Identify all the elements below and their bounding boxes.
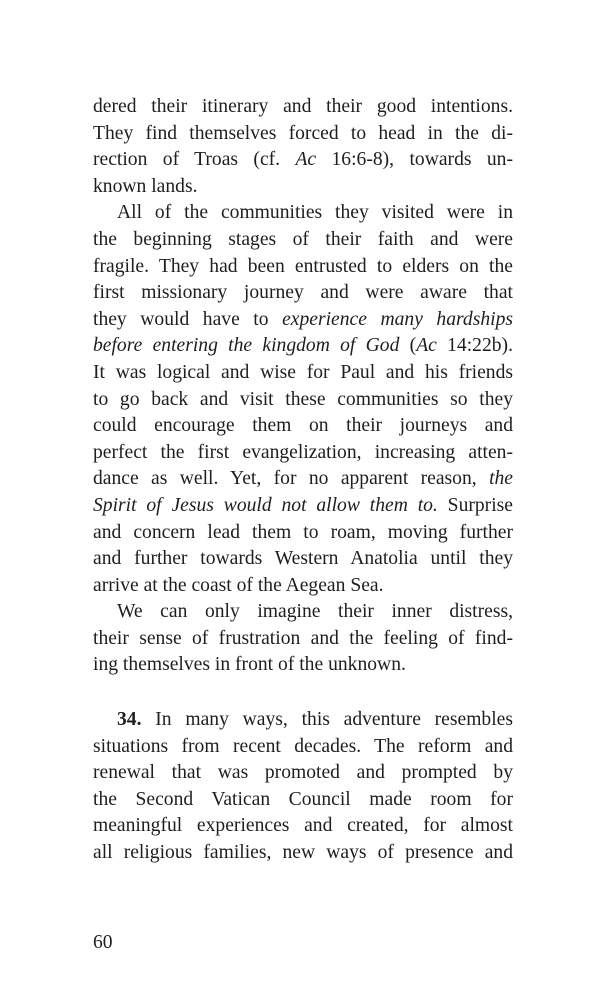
text-span: meaningful experiences and created, for almost	[93, 815, 513, 837]
text-span: ing themselves in front of the unknown.	[93, 654, 406, 676]
page-body	[93, 94, 513, 867]
paragraph	[93, 94, 513, 200]
text-line	[93, 626, 513, 653]
paragraph-gap	[93, 679, 513, 707]
text-span: to go back and visit these communities so they	[93, 388, 513, 410]
text-line	[93, 413, 513, 440]
text-line	[93, 813, 513, 840]
paragraph	[93, 707, 513, 867]
paragraph	[93, 599, 513, 679]
text-line	[93, 734, 513, 761]
text-line	[93, 200, 513, 227]
text-line	[93, 466, 513, 493]
text-span: their sense of frustration and the feeling of find-	[93, 627, 513, 649]
text-line	[93, 94, 513, 121]
text-span: all religious families, new ways of presence and	[93, 842, 513, 864]
text-line	[93, 652, 513, 679]
italic-text: experience many hardships	[282, 308, 513, 330]
text-span: fragile. They had been entrusted to elders on the	[93, 255, 513, 277]
italic-text: Spirit of Jesus would not allow them to.	[93, 494, 438, 516]
text-span: known lands.	[93, 175, 198, 197]
text-span: the beginning stages of their faith and were	[93, 228, 513, 250]
text-span: and concern lead them to roam, moving further	[93, 521, 513, 543]
text-span: situations from recent decades. The reform and	[93, 735, 513, 757]
text-span: and further towards Western Anatolia until they	[93, 548, 513, 570]
section-number: 34.	[117, 709, 142, 731]
text-line	[93, 493, 513, 520]
text-span: renewal that was promoted and prompted by	[93, 762, 513, 784]
paragraph	[93, 200, 513, 599]
text-span: they would have to	[93, 308, 283, 330]
text-line	[93, 760, 513, 787]
text-line	[93, 360, 513, 387]
text-line	[93, 840, 513, 867]
text-span: In many ways, this adventure resembles	[141, 709, 513, 731]
text-span: 14:22b).	[436, 335, 513, 357]
text-line	[93, 573, 513, 600]
text-span: dered their itinerary and their good intentions.	[93, 96, 513, 117]
text-line	[93, 599, 513, 626]
text-line	[93, 707, 513, 734]
page-number: 60	[93, 932, 113, 953]
text-span: They find themselves forced to head in the di-	[93, 122, 513, 144]
text-line	[93, 254, 513, 281]
text-span: first missionary journey and were aware that	[93, 282, 513, 304]
italic-text: Ac	[295, 149, 317, 171]
text-span: It was logical and wise for Paul and his friends	[93, 361, 513, 383]
text-line	[93, 333, 513, 360]
italic-text: before entering the kingdom of God	[93, 335, 400, 357]
text-line	[93, 147, 513, 174]
text-line	[93, 520, 513, 547]
text-line	[93, 280, 513, 307]
text-line	[93, 227, 513, 254]
text-line	[93, 440, 513, 467]
text-span: (	[399, 335, 417, 357]
text-span: 16:6-8), towards un-	[316, 149, 513, 171]
text-line	[93, 387, 513, 414]
text-span: arrive at the coast of the Aegean Sea.	[93, 574, 384, 596]
text-line	[93, 121, 513, 148]
text-line	[93, 546, 513, 573]
text-span: Surprise	[437, 494, 513, 516]
text-line	[93, 307, 513, 334]
italic-text: the	[489, 468, 513, 490]
italic-text: Ac	[416, 335, 437, 357]
text-span: the Second Vatican Council made room for	[93, 788, 513, 810]
text-line	[93, 174, 513, 201]
text-span: dance as well. Yet, for no apparent reason,	[93, 468, 490, 490]
text-span: We can only imagine their inner distress,	[117, 601, 513, 623]
text-span: could encourage them on their journeys and	[93, 415, 513, 437]
text-span: perfect the first evangelization, increasing atten-	[93, 441, 513, 463]
text-span: rection of Troas (cf.	[93, 149, 296, 171]
text-span: All of the communities they visited were in	[117, 202, 513, 224]
text-line	[93, 787, 513, 814]
